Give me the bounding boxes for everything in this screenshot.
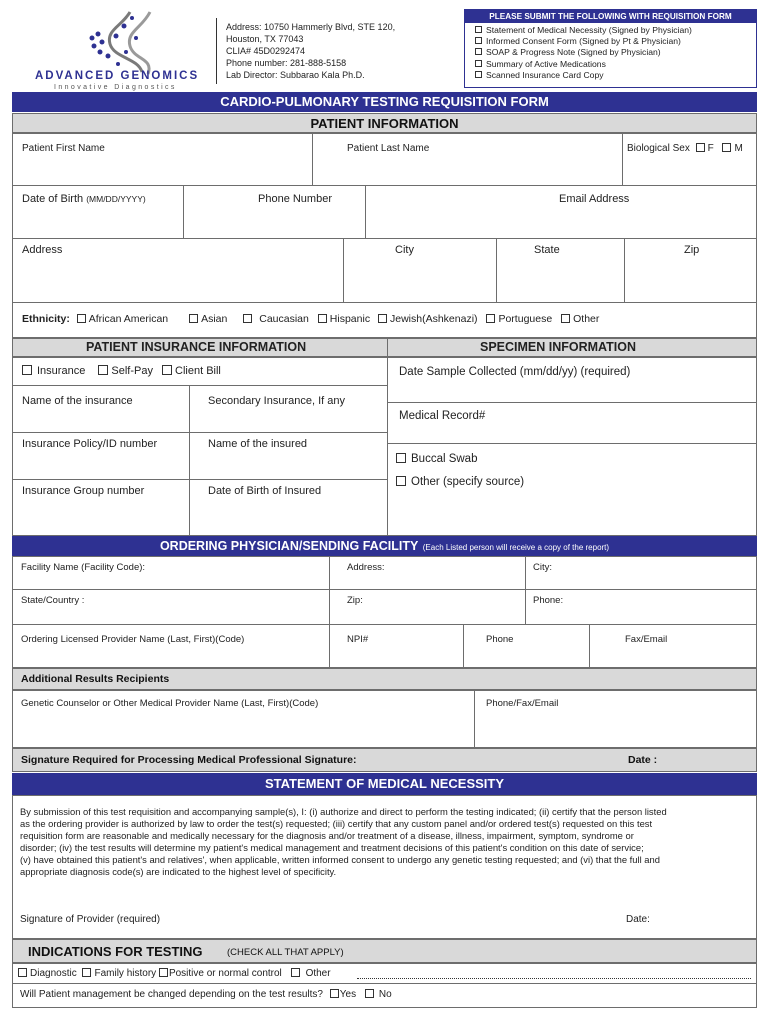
- address-line: Address: 10750 Hammerly Blvd, STE 120,: [226, 22, 396, 32]
- ethnicity-option[interactable]: Jewish(Ashkenazi): [378, 313, 478, 325]
- signature-date-label: Date :: [628, 754, 658, 766]
- checkbox[interactable]: [475, 26, 482, 33]
- recipient-contact-label[interactable]: Phone/Fax/Email: [486, 698, 559, 709]
- zip-label[interactable]: Zip: [684, 244, 700, 256]
- provider-phone-label[interactable]: Phone: [486, 634, 514, 645]
- checklist-item[interactable]: Statement of Medical Necessity (Signed by Physician): [475, 25, 756, 36]
- facility-address-label[interactable]: Address:: [347, 562, 385, 573]
- necessity-line: as the ordering provider is authorized by law to order the test(s) requested; (iii) certify that any custom panel and/or ordered test(s) requested on this test: [20, 818, 653, 829]
- clia-number: CLIA# 45D0292474: [226, 46, 306, 56]
- facility-name-label[interactable]: Facility Name (Facility Code):: [21, 562, 146, 573]
- biological-sex-field: Biological Sex F M: [627, 143, 743, 154]
- ethnicity-option[interactable]: African American: [77, 313, 168, 325]
- patient-info-grid: [12, 133, 757, 338]
- checkbox[interactable]: [475, 37, 482, 44]
- ethnicity-option[interactable]: Asian: [189, 313, 227, 325]
- patient-section-title: PATIENT INFORMATION: [12, 113, 757, 133]
- date-collected-label[interactable]: Date Sample Collected (mm/dd/yy) (required): [399, 366, 631, 378]
- ethnicity-option[interactable]: Other: [561, 313, 599, 325]
- payment-option-insurance[interactable]: Insurance: [22, 365, 85, 377]
- dob-field[interactable]: [22, 193, 146, 205]
- insured-name-label[interactable]: Name of the insured: [208, 438, 308, 450]
- specimen-buccal-option[interactable]: Buccal Swab: [396, 453, 477, 465]
- provider-signature-label[interactable]: Signature of Provider (required): [20, 914, 161, 925]
- facility-city-label[interactable]: City:: [533, 562, 552, 573]
- lab-director: Lab Director: Subbarao Kala Ph.D.: [226, 70, 365, 80]
- payment-option-self-pay[interactable]: Self-Pay: [98, 365, 153, 377]
- address-line: Houston, TX 77043: [226, 34, 304, 44]
- logo-tagline: Innovative Diagnostics: [54, 84, 177, 91]
- physician-section-band: [12, 536, 757, 556]
- provider-name-label[interactable]: Ordering Licensed Provider Name (Last, First)(Code): [21, 634, 245, 645]
- insurance-section-title: PATIENT INSURANCE INFORMATION: [86, 340, 307, 354]
- dob-format: (MM/DD/YYYY): [86, 194, 146, 204]
- necessity-line: disorder; (iv) the test results will determine my patient's medical management and treatment decisions of this patient's condition on this date of service;: [20, 842, 644, 853]
- physician-section-title: ORDERING PHYSICIAN/SENDING FACILITY: [159, 539, 419, 553]
- specimen-section-title: SPECIMEN INFORMATION: [480, 340, 637, 354]
- facility-phone-label[interactable]: Phone:: [533, 595, 564, 606]
- sex-label: Biological Sex: [627, 143, 690, 154]
- first-name-label[interactable]: Patient First Name: [22, 143, 105, 154]
- group-number-label[interactable]: Insurance Group number: [22, 485, 145, 497]
- management-question: Will Patient management be changed depending on the test results?: [20, 989, 323, 1000]
- logo-text: ADVANCED GENOMICS: [35, 70, 200, 82]
- indication-other[interactable]: Other: [291, 968, 331, 979]
- necessity-line: requisition form are reasonable and medically necessary for the diagnosis and/or treatment of a disease, illness, impairment, symptom, syndrome or: [20, 830, 634, 841]
- secondary-insurance-label[interactable]: Secondary Insurance, If any: [208, 395, 345, 407]
- ethnicity-row: [22, 313, 599, 325]
- insured-dob-label[interactable]: Date of Birth of Insured: [208, 485, 322, 497]
- physician-section-note: (Each Listed person will receive a copy of the report): [422, 543, 610, 552]
- policy-id-label[interactable]: Insurance Policy/ID number: [22, 438, 158, 450]
- other-specify-line[interactable]: [357, 978, 751, 979]
- signature-label: Signature Required for Processing Medical Professional Signature:: [21, 754, 357, 766]
- submit-checklist-title: PLEASE SUBMIT THE FOLLOWING WITH REQUISITION FORM: [465, 10, 756, 23]
- state-label[interactable]: State: [534, 244, 560, 256]
- facility-zip-label[interactable]: Zip:: [347, 595, 363, 606]
- payment-option-client-bill[interactable]: Client Bill: [162, 365, 221, 377]
- indications-header: [12, 939, 757, 963]
- checkbox[interactable]: [475, 48, 482, 55]
- address-label[interactable]: Address: [22, 244, 63, 256]
- state-country-label[interactable]: State/Country :: [21, 595, 85, 606]
- header-divider: [216, 18, 217, 84]
- additional-recipients-header: [12, 668, 757, 690]
- management-no[interactable]: No: [365, 989, 392, 1000]
- necessity-line: appropriate diagnosis code(s) are indicated to the highest level of specificity.: [20, 866, 337, 877]
- necessity-section-title: STATEMENT OF MEDICAL NECESSITY: [12, 773, 757, 795]
- checklist-item[interactable]: Scanned Insurance Card Copy: [475, 70, 756, 81]
- checkbox-female[interactable]: [696, 143, 705, 152]
- phone-label[interactable]: Phone Number: [258, 193, 332, 205]
- last-name-label[interactable]: Patient Last Name: [347, 143, 430, 154]
- indications-options-row: [18, 968, 331, 979]
- indications-title: INDICATIONS FOR TESTING: [28, 944, 203, 959]
- indication-diagnostic[interactable]: Diagnostic: [18, 968, 77, 979]
- ethnicity-option[interactable]: Caucasian: [243, 313, 309, 325]
- form-title: CARDIO-PULMONARY TESTING REQUISITION FORM: [12, 92, 757, 112]
- city-label[interactable]: City: [395, 244, 414, 256]
- counselor-label[interactable]: Genetic Counselor or Other Medical Provider Name (Last, First)(Code): [21, 698, 319, 709]
- additional-recipients-title: Additional Results Recipients: [21, 673, 170, 685]
- medical-record-label[interactable]: Medical Record#: [399, 410, 486, 422]
- lab-phone: Phone number: 281-888-5158: [226, 58, 347, 68]
- dna-helix-icon: [30, 8, 205, 78]
- checkbox-male[interactable]: [722, 143, 731, 152]
- dob-label: Date of Birth: [22, 193, 84, 205]
- necessity-statement: [20, 806, 751, 878]
- indications-note: (CHECK ALL THAT APPLY): [227, 947, 344, 958]
- checklist-item[interactable]: SOAP & Progress Note (Signed by Physician): [475, 47, 756, 58]
- necessity-line: By submission of this test requisition and accompanying sample(s), I: (i) authorize and direct to perform the testing indicated; (ii) certify that the person listed: [20, 806, 667, 817]
- checklist-item[interactable]: Summary of Active Medications: [475, 59, 756, 70]
- checkbox[interactable]: [475, 71, 482, 78]
- management-question-row: [20, 989, 392, 1000]
- checklist-item[interactable]: Informed Consent Form (Signed by Pt & Physician): [475, 36, 756, 47]
- fax-email-label[interactable]: Fax/Email: [625, 634, 668, 645]
- indication-control[interactable]: Positive or normal control: [159, 968, 282, 979]
- specimen-other-option[interactable]: Other (specify source): [396, 476, 524, 488]
- submit-checklist-box: [464, 9, 757, 88]
- indication-family-history[interactable]: Family history: [82, 968, 156, 979]
- company-logo: [30, 8, 205, 92]
- lab-address-block: [226, 21, 395, 81]
- ethnicity-option[interactable]: Hispanic: [318, 313, 370, 325]
- email-label[interactable]: Email Address: [559, 193, 630, 205]
- insurance-name-label[interactable]: Name of the insurance: [22, 395, 133, 407]
- provider-date-label[interactable]: Date:: [626, 914, 650, 925]
- necessity-line: (v) have obtained this patient's and relatives', when applicable, written informed consent to undergo any genetic testing requested; and (vi) that the full and: [20, 854, 660, 865]
- ethnicity-label: Ethnicity:: [22, 313, 70, 325]
- payment-options-row: [22, 365, 221, 377]
- ethnicity-option[interactable]: Portuguese: [486, 313, 552, 325]
- checkbox[interactable]: [475, 60, 482, 67]
- npi-label[interactable]: NPI#: [347, 634, 369, 645]
- management-yes[interactable]: Yes: [330, 989, 356, 1000]
- signature-row[interactable]: [12, 748, 757, 772]
